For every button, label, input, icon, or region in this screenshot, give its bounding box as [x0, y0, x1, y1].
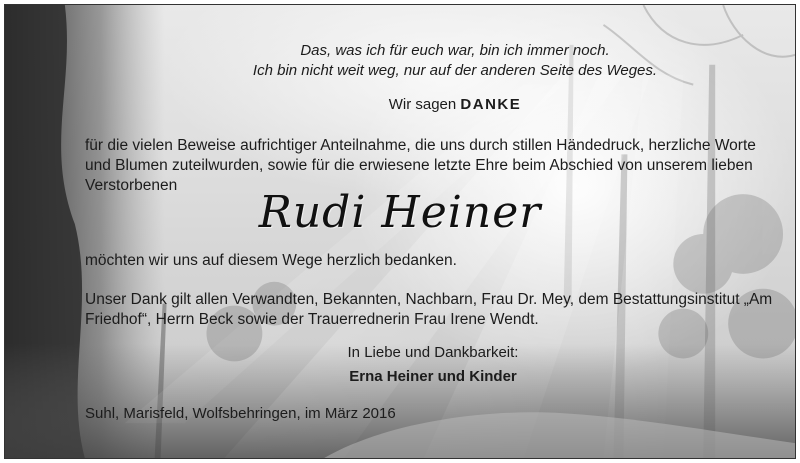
- poem-line-1: Das, was ich für euch war, bin ich immer noch.: [300, 42, 610, 59]
- paragraph-gratitude: für die vielen Beweise aufrichtiger Anteilnahme, die uns durch stillen Händedruck, herzliche Worte und Blumen zuteilwurden, sowie für die erwiesene letzte Ehre beim Abschied von unserem lieben Verstorbenen: [85, 137, 756, 194]
- paragraph-thanks: möchten wir uns auf diesem Wege herzlich bedanken.: [85, 252, 457, 269]
- thanks-prefix: Wir sagen: [388, 96, 461, 113]
- poem-quote: [5, 41, 795, 81]
- poem-line-2: Ich bin nicht weit weg, nur auf der anderen Seite des Weges.: [252, 62, 658, 79]
- closing-line: In Liebe und Dankbarkeit:: [347, 344, 519, 361]
- text-layer: [5, 5, 795, 458]
- deceased-name: Rudi Heiner: [258, 187, 542, 238]
- thanks-word: DANKE: [460, 96, 522, 113]
- signers: Erna Heiner und Kinder: [349, 368, 517, 385]
- obituary-card: [4, 4, 796, 459]
- thanks-heading: [5, 96, 795, 113]
- place-date: Suhl, Marisfeld, Wolfsbehringen, im März 2016: [85, 405, 396, 422]
- paragraph-acknowledgements: Unser Dank gilt allen Verwandten, Bekannten, Nachbarn, Frau Dr. Mey, dem Bestattungsinstitut „Am Friedhof“, Herrn Beck sowie der Trauerrednerin Frau Irene Wendt.: [85, 291, 773, 328]
- closing-block: [5, 341, 795, 389]
